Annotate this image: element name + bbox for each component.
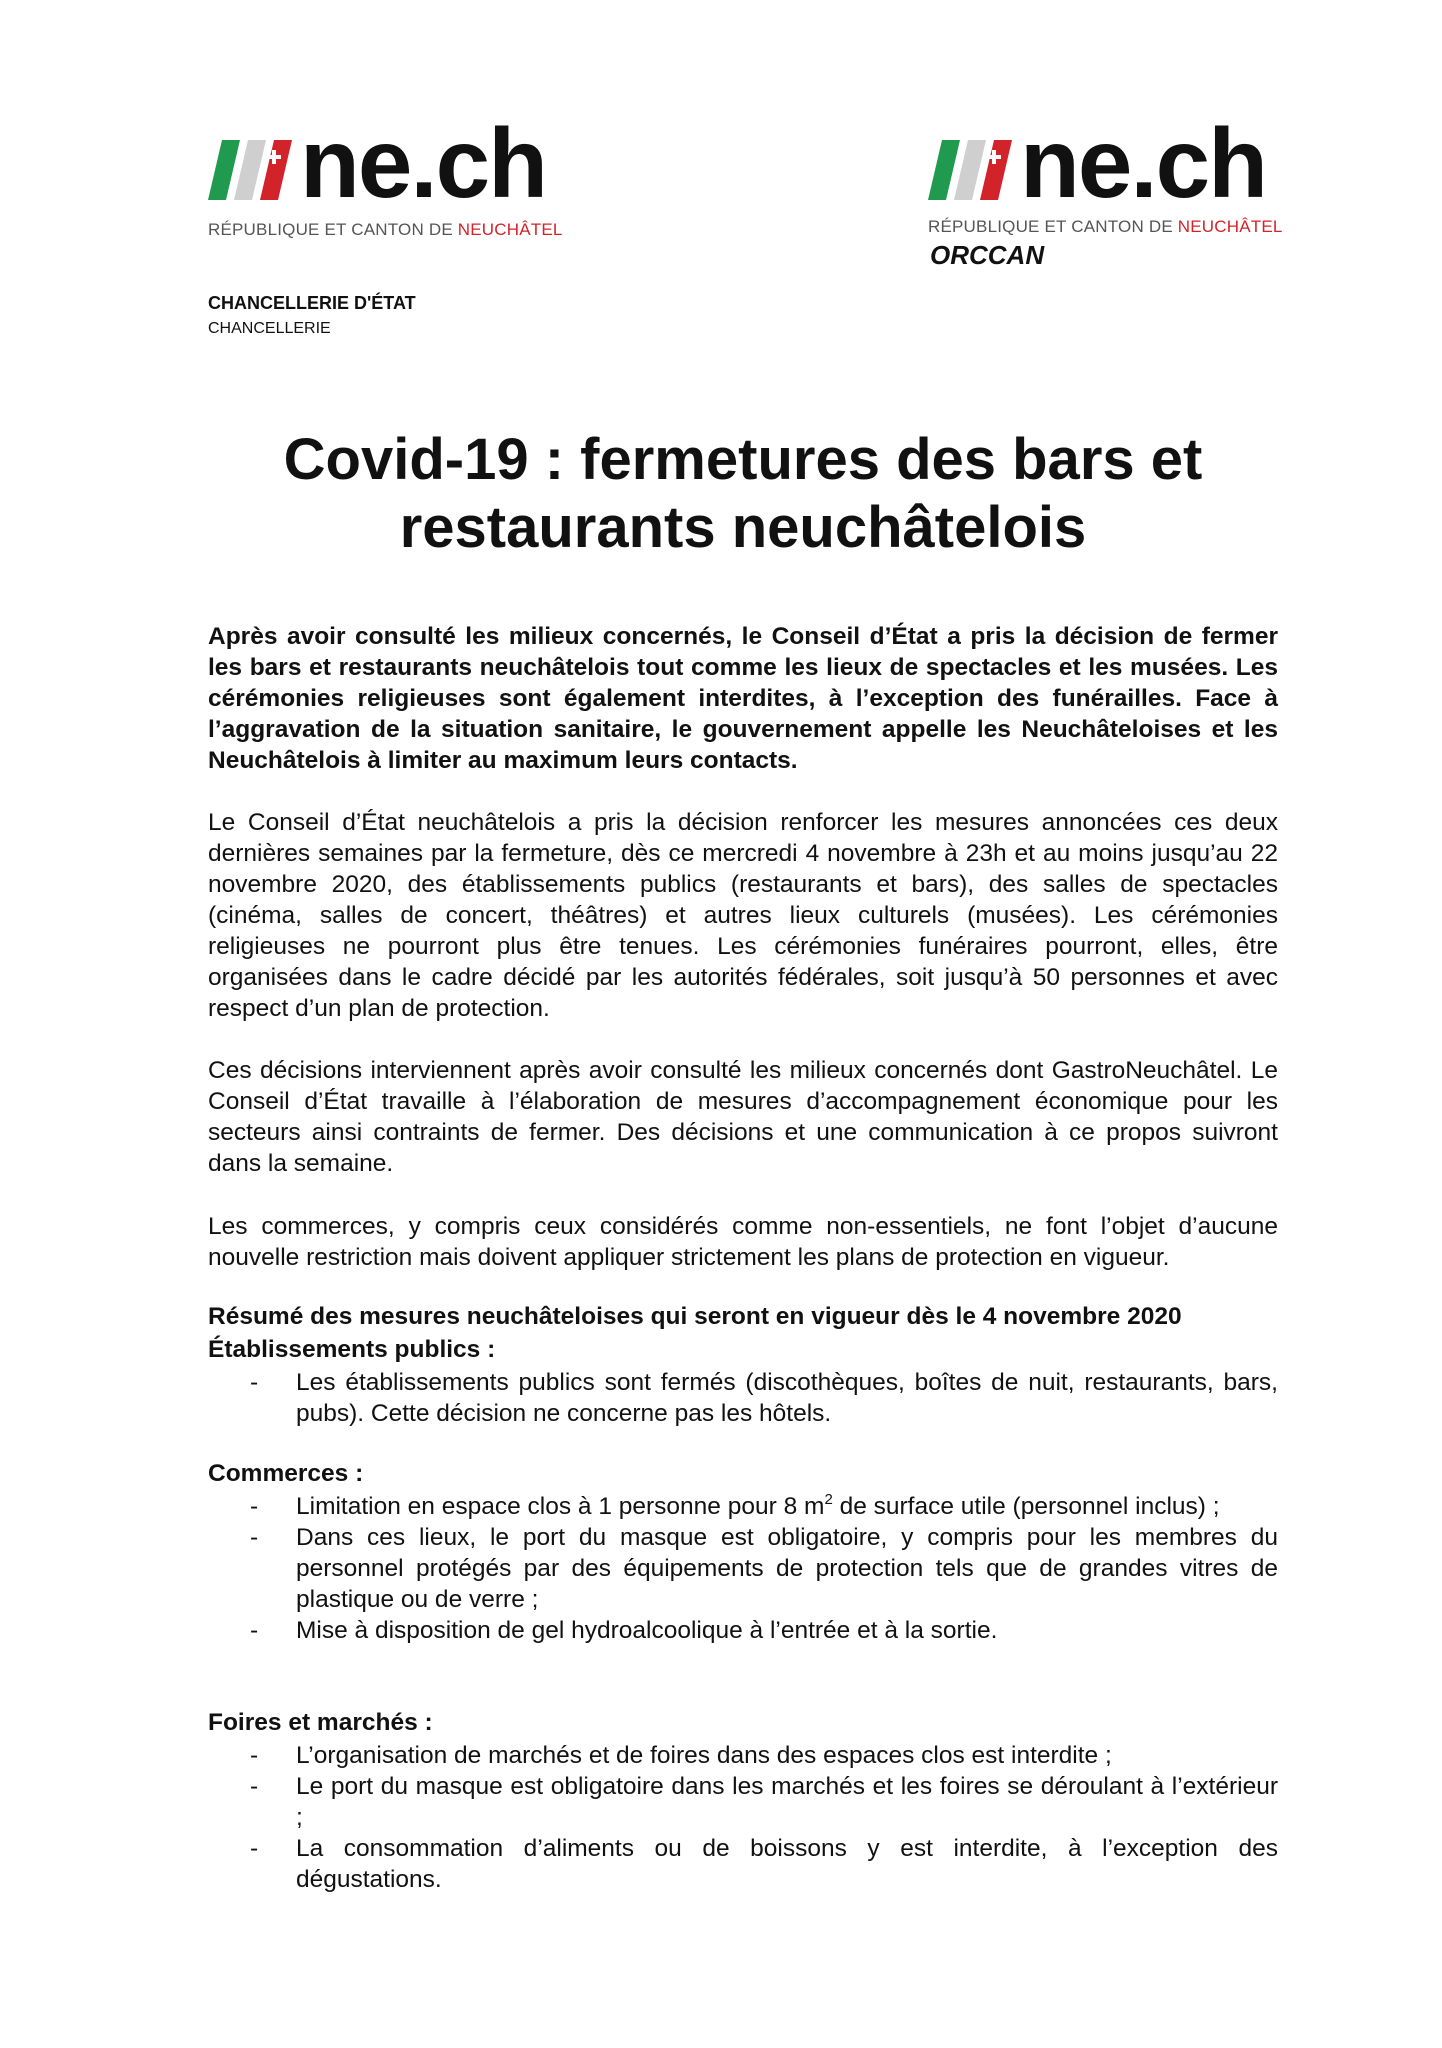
logo-subtitle xyxy=(928,217,1283,237)
section-heading-foires: Foires et marchés : xyxy=(208,1709,433,1736)
org-name: ORCCAN xyxy=(930,240,1045,270)
body-paragraph: Le Conseil d’État neuchâtelois a pris la décision renforcer les mesures annoncées ces deux dernières semaines par la fermeture, dès ce mercredi 4 novembre à 23h et au moins jusqu’au 22 novembre 2020, des établissements publics (restaurants et bars), des salles de spectacles (cinéma, salles de concert, théâtres) et autres lieux culturels (musées). Les cérémonies religieuses ne pourront plus être tenues. Les cérémonies funéraires pourront, elles, être organisées dans le cadre décidé par les autorités fédérales, soit jusqu’à 50 personnes et avec respect d’un plan de protection. xyxy=(208,809,1278,1022)
logo-wordmark: ne.ch xyxy=(300,108,546,218)
list-item xyxy=(208,1740,1278,1771)
logo-wordmark: ne.ch xyxy=(1020,108,1266,218)
bullet-dash: - xyxy=(250,1773,259,1800)
list-item xyxy=(208,1771,1278,1833)
logo-subtitle-prefix: RÉPUBLIQUE ET CANTON DE xyxy=(928,217,1178,236)
list-item-text: Les établissements publics sont fermés (discothèques, boîtes de nuit, restaurants, bars, pubs). Cette décision ne concerne pas les hôtels. xyxy=(296,1369,1278,1427)
logo-subtitle-prefix: RÉPUBLIQUE ET CANTON DE xyxy=(208,220,458,239)
section-heading-etablissements: Établissements publics : xyxy=(208,1336,496,1363)
bullet-dash: - xyxy=(250,1617,259,1644)
list-item xyxy=(208,1491,1278,1522)
list-item-text: Limitation en espace clos à 1 personne pour 8 m xyxy=(296,1493,825,1520)
list-item-text: La consommation d’aliments ou de boissons y est interdite, à l’exception des dégustations. xyxy=(296,1835,1278,1893)
department: CHANCELLERIE D'ÉTAT xyxy=(208,293,416,313)
logo-ne-ch-left xyxy=(208,108,588,240)
list-item-text: L’organisation de marchés et de foires dans des espaces clos est interdite ; xyxy=(296,1742,1112,1769)
bullet-dash: - xyxy=(250,1493,259,1520)
logo-subtitle-accent: NEUCHÂTEL xyxy=(457,220,563,239)
list-item xyxy=(208,1522,1278,1615)
list-commerces xyxy=(208,1491,1278,1646)
list-item-text: de surface utile (personnel inclus) ; xyxy=(832,1493,1220,1520)
list-item-text: Dans ces lieux, le port du masque est obligatoire, y compris pour les membres du personnel protégés par des équipements de protection tels que de grandes vitres de plastique ou de verre ; xyxy=(296,1524,1278,1613)
list-item xyxy=(208,1367,1278,1429)
bullet-dash: - xyxy=(250,1742,259,1769)
bullet-dash: - xyxy=(250,1369,259,1396)
flag-stripes-icon xyxy=(928,140,1024,200)
logo-ne-ch-right xyxy=(928,108,1308,240)
list-etablissements xyxy=(208,1367,1278,1429)
list-item-text: Le port du masque est obligatoire dans les marchés et les foires se déroulant à l’extérieur ; xyxy=(296,1773,1278,1831)
department-sub: CHANCELLERIE xyxy=(208,320,331,337)
page-title: Covid-19 : fermetures des bars et restaurants neuchâtelois xyxy=(283,427,1203,560)
logo-subtitle xyxy=(208,220,563,240)
superscript: 2 xyxy=(824,1491,833,1508)
body-paragraph: Les commerces, y compris ceux considérés comme non-essentiels, ne font l’objet d’aucune nouvelle restriction mais doivent appliquer strictement les plans de protection en vigueur. xyxy=(208,1213,1278,1271)
list-item-text: Mise à disposition de gel hydroalcoolique à l’entrée et à la sortie. xyxy=(296,1617,998,1644)
lead-paragraph: Après avoir consulté les milieux concernés, le Conseil d’État a pris la décision de fermer les bars et restaurants neuchâtelois tout comme les lieux de spectacles et les musées. Les cérémonies religieuses sont également interdites, à l’exception des funérailles. Face à l’aggravation de la situation sanitaire, le gouvernement appelle les Neuchâteloises et les Neuchâtelois à limiter au maximum leurs contacts. xyxy=(208,623,1278,774)
bullet-dash: - xyxy=(250,1524,259,1551)
list-foires xyxy=(208,1740,1278,1895)
list-item xyxy=(208,1615,1278,1646)
section-heading-commerces: Commerces : xyxy=(208,1460,364,1487)
flag-stripes-icon xyxy=(208,140,304,200)
summary-heading: Résumé des mesures neuchâteloises qui seront en vigueur dès le 4 novembre 2020 xyxy=(208,1303,1182,1330)
body-paragraph: Ces décisions interviennent après avoir consulté les milieux concernés dont GastroNeuchâtel. Le Conseil d’État travaille à l’élaboration de mesures d’accompagnement économique pour les secteurs ainsi contraints de fermer. Des décisions et une communication à ce propos suivront dans la semaine. xyxy=(208,1057,1278,1177)
logo-subtitle-accent: NEUCHÂTEL xyxy=(1177,217,1283,236)
list-item xyxy=(208,1833,1278,1895)
bullet-dash: - xyxy=(250,1835,259,1862)
